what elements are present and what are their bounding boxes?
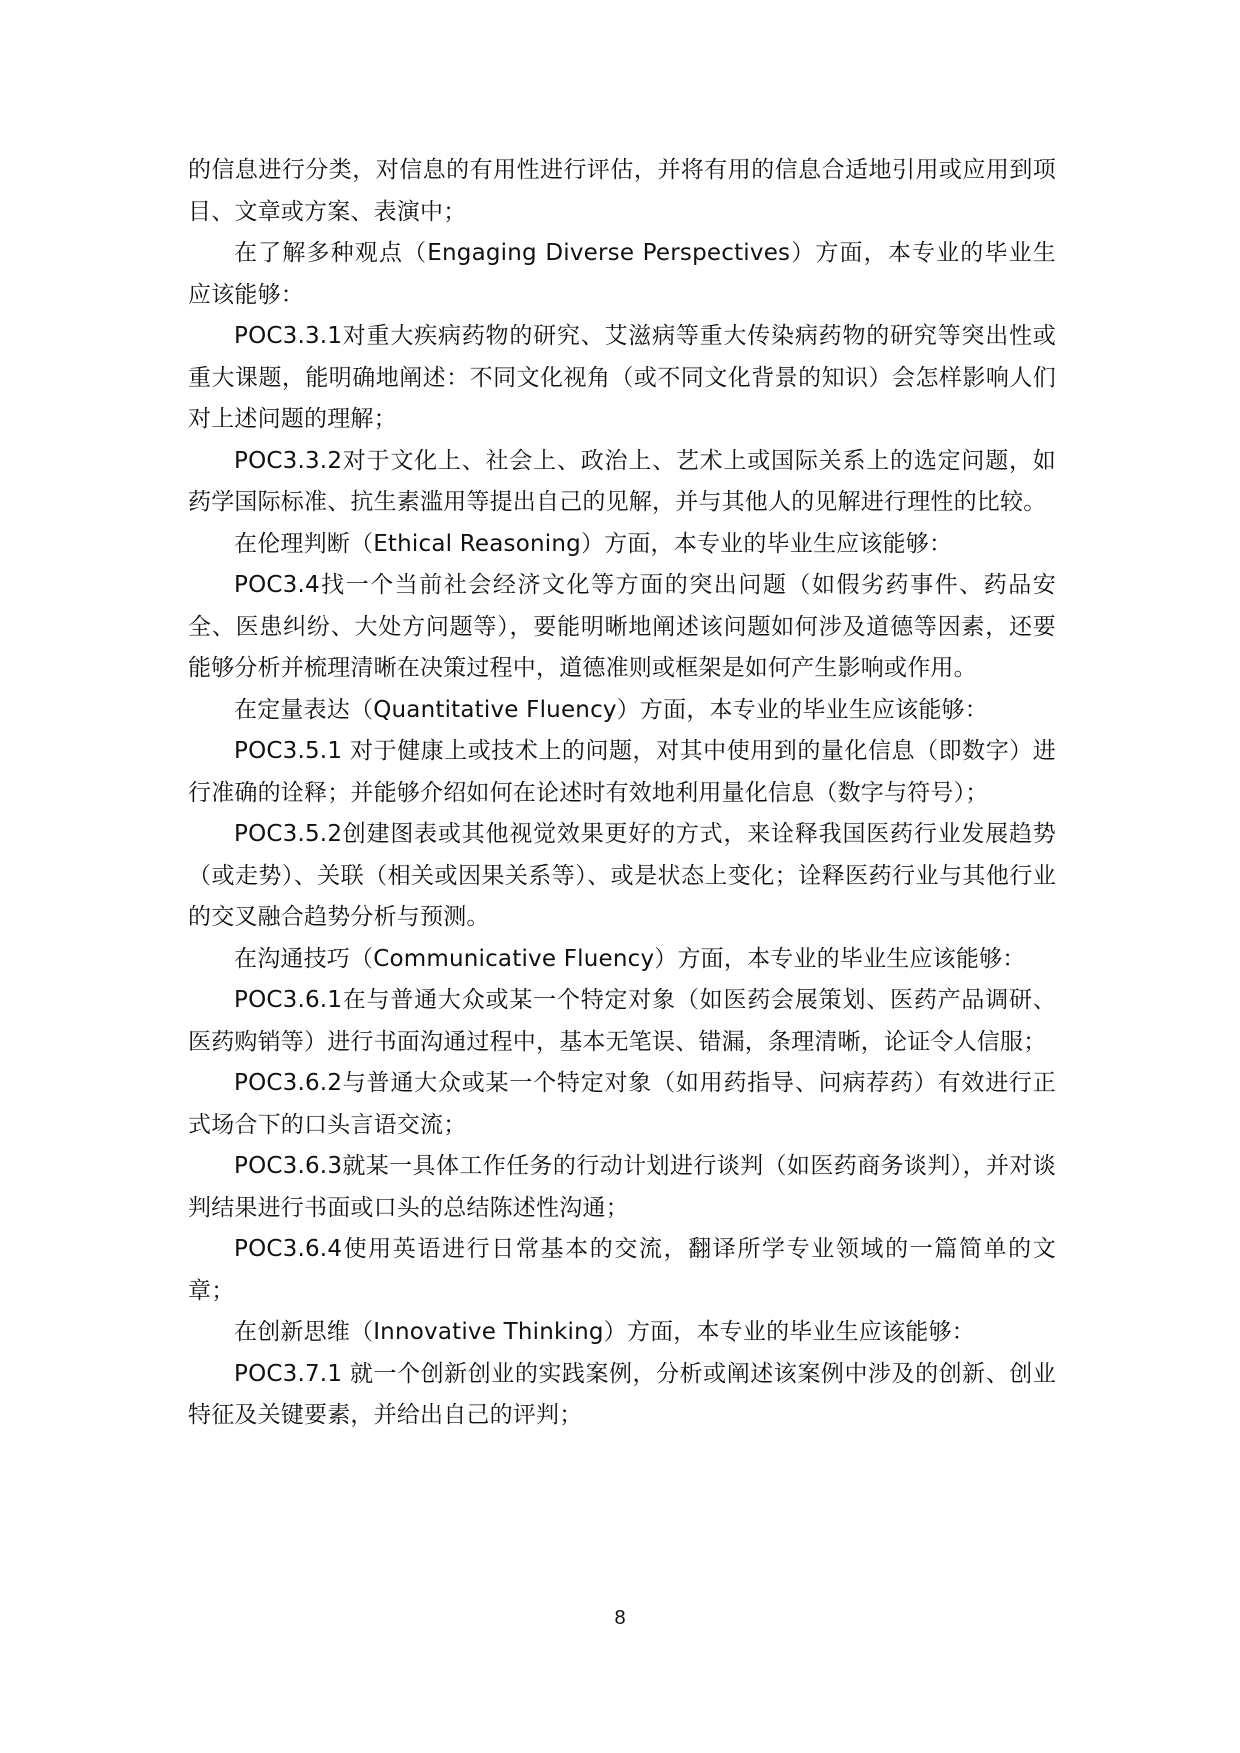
paragraph-quantitative-fluency-heading: 在定量表达（Quantitative Fluency）方面，本专业的毕业生应该能够： xyxy=(234,696,988,723)
paragraph-poc3-7-1: POC3.7.1 就一个创新创业的实践案例，分析或阐述该案例中涉及的创新、创业特征及关键要素，并给出自己的评判； xyxy=(188,1360,1056,1428)
paragraph-continuation: 的信息进行分类，对信息的有用性进行评估，并将有用的信息合适地引用或应用到项目、文章或方案、表演中； xyxy=(188,157,1056,225)
paragraph-innovative-thinking-heading: 在创新思维（Innovative Thinking）方面，本专业的毕业生应该能够： xyxy=(234,1319,975,1345)
paragraph-ethical-reasoning-heading: 在伦理判断（Ethical Reasoning）方面，本专业的毕业生应该能够： xyxy=(234,530,953,557)
paragraph-poc3-3-2: POC3.3.2对于文化上、社会上、政治上、艺术上或国际关系上的选定问题，如药学国际标准、抗生素滥用等提出自己的见解，并与其他人的见解进行理性的比较。 xyxy=(188,447,1056,515)
paragraph-poc3-6-1: POC3.6.1在与普通大众或某一个特定对象（如医药会展策划、医药产品调研、医药购销等）进行书面沟通过程中，基本无笔误、错漏，条理清晰，论证令人信服； xyxy=(188,987,1056,1055)
paragraph-poc3-5-1: POC3.5.1 对于健康上或技术上的问题，对其中使用到的量化信息（即数字）进行准确的诠释；并能够介绍如何在论述时有效地利用量化信息（数字与符号）； xyxy=(188,738,1056,806)
paragraph-poc3-5-2: POC3.5.2创建图表或其他视觉效果更好的方式，来诠释我国医药行业发展趋势（或走势）、关联（相关或因果关系等）、或是状态上变化；诠释医药行业与其他行业的交叉融合趋势分析与预测。 xyxy=(188,821,1056,930)
paragraph-poc3-4: POC3.4找一个当前社会经济文化等方面的突出问题（如假劣药事件、药品安全、医患纠纷、大处方问题等），要能明晰地阐述该问题如何涉及道德等因素，还要能够分析并梳理清晰在决策过程中，道德准则或框架是如何产生影响或作用。 xyxy=(188,572,1056,681)
paragraph-poc3-3-1: POC3.3.1对重大疾病药物的研究、艾滋病等重大传染病药物的研究等突出性或重大课题，能明确地阐述：不同文化视角（或不同文化背景的知识）会怎样影响人们对上述问题的理解； xyxy=(188,323,1056,432)
paragraph-poc3-6-4: POC3.6.4使用英语进行日常基本的交流，翻译所学专业领域的一篇简单的文章； xyxy=(188,1236,1056,1304)
page-number: 8 xyxy=(614,1607,626,1629)
paragraph-diverse-perspectives-heading: 在了解多种观点（Engaging Diverse Perspectives）方面，本专业的毕业生应该能够： xyxy=(188,240,1056,308)
paragraph-poc3-6-3: POC3.6.3就某一具体工作任务的行动计划进行谈判（如医药商务谈判），并对谈判结果进行书面或口头的总结陈述性沟通； xyxy=(188,1153,1056,1221)
paragraph-communicative-fluency-heading: 在沟通技巧（Communicative Fluency）方面，本专业的毕业生应该能够： xyxy=(234,945,1026,972)
paragraph-poc3-6-2: POC3.6.2与普通大众或某一个特定对象（如用药指导、问病荐药）有效进行正式场合下的口头言语交流； xyxy=(188,1070,1056,1138)
body-text xyxy=(188,150,1056,1437)
